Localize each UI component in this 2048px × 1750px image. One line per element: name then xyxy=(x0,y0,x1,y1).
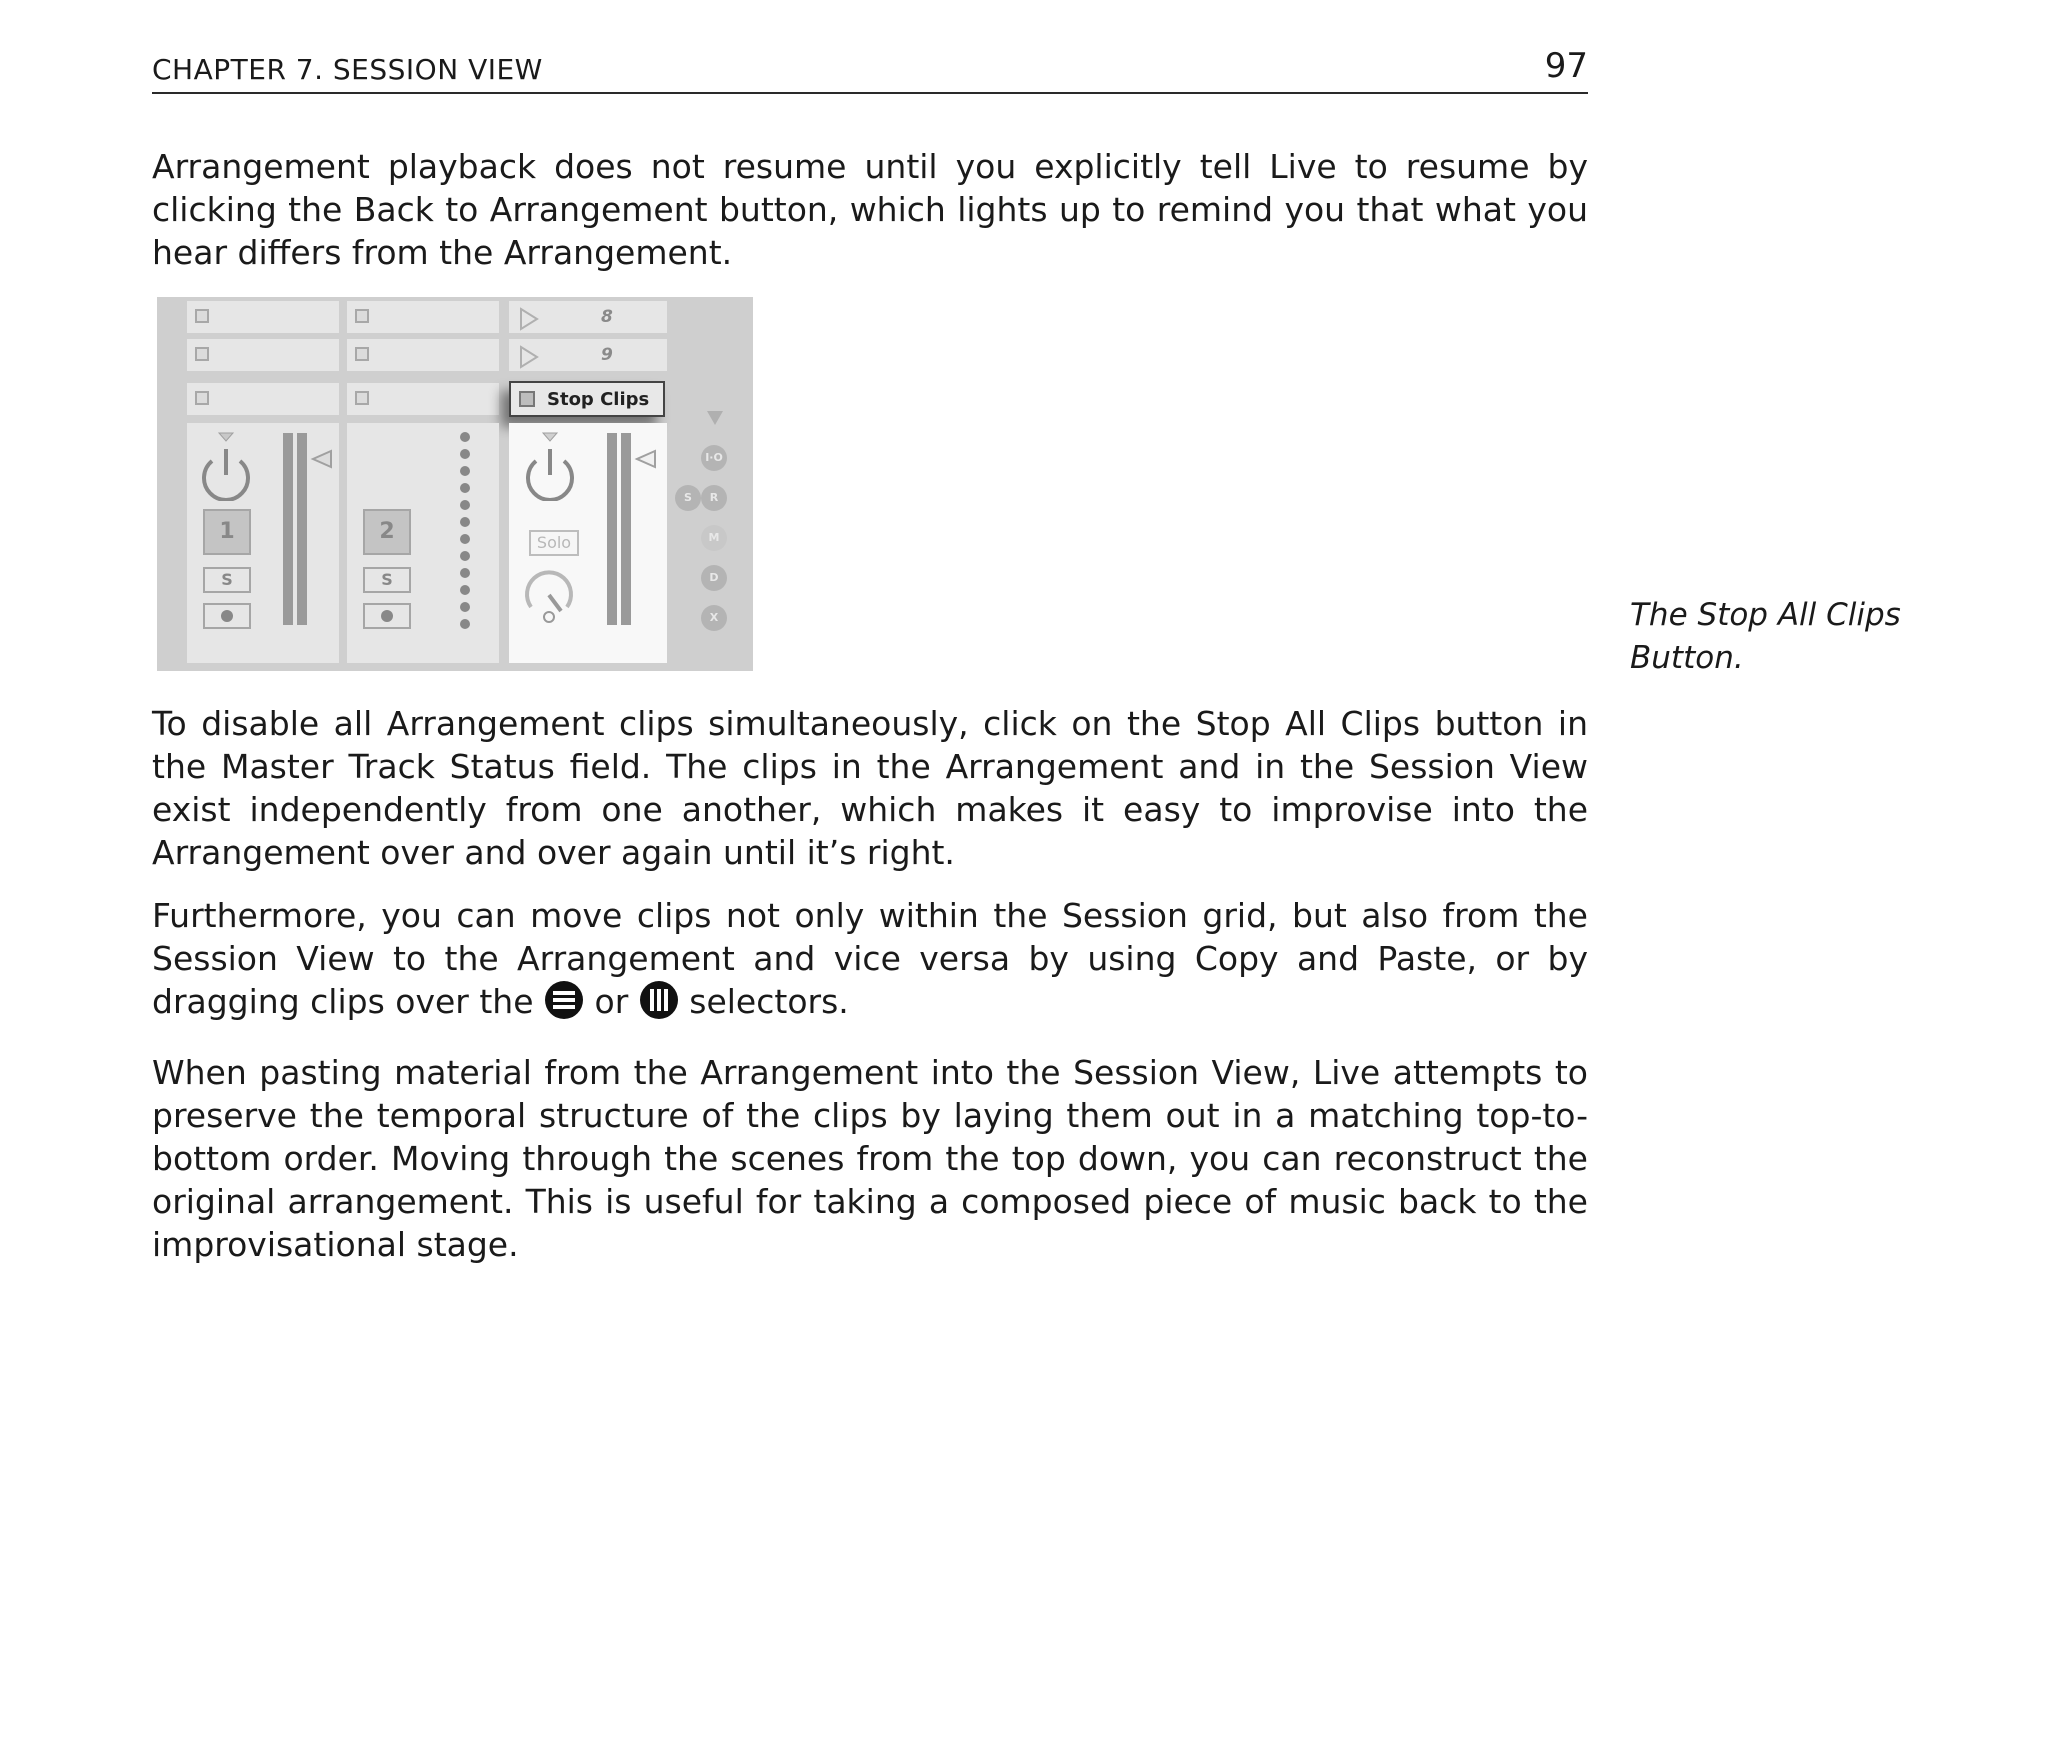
page-number: 97 xyxy=(1544,46,1588,86)
scene-number: 8 xyxy=(601,307,613,327)
body-paragraph: To disable all Arrangement clips simultaneously, click on the Stop All Clips button in the Master Track Status field. The clips in the Arrangement and in the Session View exist independently from one another, which makes it easy to improvise into the Arrangement over and over again until it’s right. xyxy=(152,704,1588,872)
track-status-field xyxy=(347,383,499,415)
clip-stop-button[interactable] xyxy=(195,309,209,323)
stop-all-clips-screenshot xyxy=(157,297,753,671)
paragraph-text: selectors. xyxy=(689,982,849,1021)
scene-launch-icon[interactable] xyxy=(519,345,539,369)
volume-slider-icon[interactable] xyxy=(309,449,333,469)
monitor-dot-icon xyxy=(365,605,409,627)
scene-launch-icon[interactable] xyxy=(519,307,539,331)
stop-square-icon xyxy=(519,391,535,407)
level-meter xyxy=(621,433,631,625)
clip-slot xyxy=(347,339,499,371)
body-paragraph: When pasting material from the Arrangement into the Session View, Live attempts to preserve the temporal structure of the clips by laying them out in a matching top-to-bottom order. Moving through the scenes from the top down, you can reconstruct the original arrangement. This is useful for taking a composed piece of music back to the improvisational stage. xyxy=(152,1053,1588,1264)
clip-slot xyxy=(187,339,339,371)
arrangement-view-selector-icon xyxy=(639,980,679,1020)
returns-toggle-button[interactable]: R xyxy=(701,485,727,511)
master-solo-button[interactable]: Solo xyxy=(529,530,579,556)
running-header xyxy=(152,46,1588,94)
session-view-selector-icon xyxy=(544,980,584,1020)
body-paragraph: Arrangement playback does not resume until you explicitly tell Live to resume by clicking the Back to Arrangement button, which lights up to remind you that what you hear differs from the Arrangement. xyxy=(152,147,1588,272)
paragraph-text: Furthermore, you can move clips not only within the Session grid, but also from the Session View to the Arrangement and vice versa by using Copy and Paste, or by dragging clips over the xyxy=(152,896,1588,1021)
level-meter xyxy=(607,433,617,625)
stop-all-clips-button[interactable] xyxy=(509,381,665,417)
clip-slot xyxy=(187,301,339,333)
level-meter xyxy=(297,433,307,625)
volume-slider-icon[interactable] xyxy=(633,449,657,469)
clip-stop-button[interactable] xyxy=(355,347,369,361)
chapter-label: CHAPTER 7. SESSION VIEW xyxy=(152,53,543,86)
track-activator-button[interactable]: 2 xyxy=(363,509,411,555)
solo-button[interactable]: S xyxy=(363,567,411,593)
collapse-arrow-icon[interactable] xyxy=(705,409,725,427)
paragraph-text: or xyxy=(594,982,629,1021)
stop-clips-label: Stop Clips xyxy=(547,388,650,410)
solo-button[interactable]: S xyxy=(203,567,251,593)
monitor-button[interactable] xyxy=(363,603,411,629)
scene-number: 9 xyxy=(601,345,613,365)
clip-stop-button[interactable] xyxy=(195,347,209,361)
track-stop-button[interactable] xyxy=(355,391,369,405)
sends-toggle-button[interactable]: S xyxy=(675,485,701,511)
level-meter xyxy=(283,433,293,625)
resize-handle-icon[interactable] xyxy=(457,429,473,639)
figure-caption: The Stop All Clips Button. xyxy=(1630,597,1901,676)
mixer-toggle-button[interactable]: M xyxy=(701,525,727,551)
arm-button[interactable] xyxy=(203,603,251,629)
delay-toggle-button[interactable]: D xyxy=(701,565,727,591)
body-paragraph xyxy=(152,894,1588,1023)
record-dot-icon xyxy=(205,605,249,627)
track-stop-button[interactable] xyxy=(195,391,209,405)
pan-knob-icon[interactable] xyxy=(519,431,581,501)
clip-stop-button[interactable] xyxy=(355,309,369,323)
track-status-field xyxy=(187,383,339,415)
track-activator-button[interactable]: 1 xyxy=(203,509,251,555)
io-toggle-button[interactable]: I·O xyxy=(701,445,727,471)
cue-volume-knob-icon[interactable] xyxy=(521,567,577,627)
clip-slot xyxy=(347,301,499,333)
pan-knob-icon[interactable] xyxy=(195,431,257,501)
crossfader-toggle-button[interactable]: X xyxy=(701,605,727,631)
